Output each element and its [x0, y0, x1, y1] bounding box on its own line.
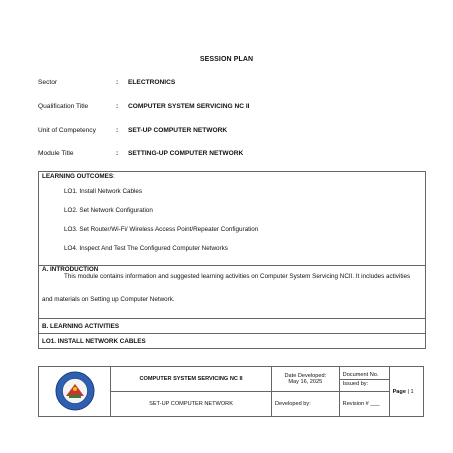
footer-module: SET-UP COMPUTER NETWORK [111, 392, 272, 417]
learning-outcome-item: LO2. Set Network Configuration [64, 207, 153, 214]
introduction-heading: A. INTRODUCTION [42, 266, 99, 273]
learning-outcome-item: LO4. Inspect And Test The Configured Computer Networks [64, 245, 228, 252]
issued-by-label: Issued by: [342, 380, 369, 387]
learning-outcomes-heading: LEARNING OUTCOMES: [42, 173, 115, 180]
field-value: SETTING-UP COMPUTER NETWORK [128, 150, 244, 157]
field-colon: : [116, 127, 119, 134]
field-colon: : [116, 79, 119, 86]
page-label: Page [392, 388, 406, 395]
page-number: | 1 [407, 388, 414, 395]
footer-qualification: COMPUTER SYSTEM SERVICING NC II [111, 367, 272, 392]
field-value: COMPUTER SYSTEM SERVICING NC II [128, 103, 250, 110]
document-no-label: Document No. [340, 371, 389, 380]
lo1-heading: LO1. INSTALL NETWORK CABLES [39, 334, 426, 349]
document-footer [38, 366, 424, 417]
field-label: Sector [38, 79, 58, 86]
school-logo-cell [39, 367, 111, 417]
learning-outcomes-row [39, 172, 426, 266]
introduction-text: This module contains information and suggested learning activities on Computer System Servicing NCII. It includes activities and materials on Setting up Computer Network. [42, 273, 411, 303]
field-value: ELECTRONICS [128, 79, 176, 86]
learning-outcomes-cell [39, 172, 426, 266]
introduction-cell [39, 266, 426, 319]
learning-activities-heading: B. LEARNING ACTIVITIES [39, 319, 426, 334]
learning-outcome-item: LO1. Install Network Cables [64, 188, 143, 195]
learning-outcome-item: LO3. Set Router/Wi-Fi/ Wireless Access Point/Repeater Configuration [64, 226, 259, 233]
footer-document-cell [339, 367, 389, 392]
field-label: Unit of Competency [38, 127, 96, 134]
page-title: SESSION PLAN [199, 56, 254, 63]
introduction-row [39, 266, 426, 319]
lo1-row [39, 334, 426, 349]
field-colon: : [116, 103, 119, 110]
field-label: Qualification Title [38, 103, 89, 110]
footer-date-developed [271, 367, 339, 392]
date-developed-label: Date Developed: [284, 373, 327, 379]
field-value: SET-UP COMPUTER NETWORK [128, 127, 228, 134]
revision-label: Revision # ___ [339, 392, 389, 417]
developed-by-label: Developed by: [271, 392, 339, 417]
field-label: Module Title [38, 150, 74, 157]
date-developed-value: May 16, 2025 [288, 379, 323, 385]
learning-activities-row [39, 319, 426, 334]
field-colon: : [116, 150, 119, 157]
footer-page-cell [389, 367, 423, 417]
school-logo-icon [55, 371, 95, 411]
session-plan-table [38, 171, 426, 349]
